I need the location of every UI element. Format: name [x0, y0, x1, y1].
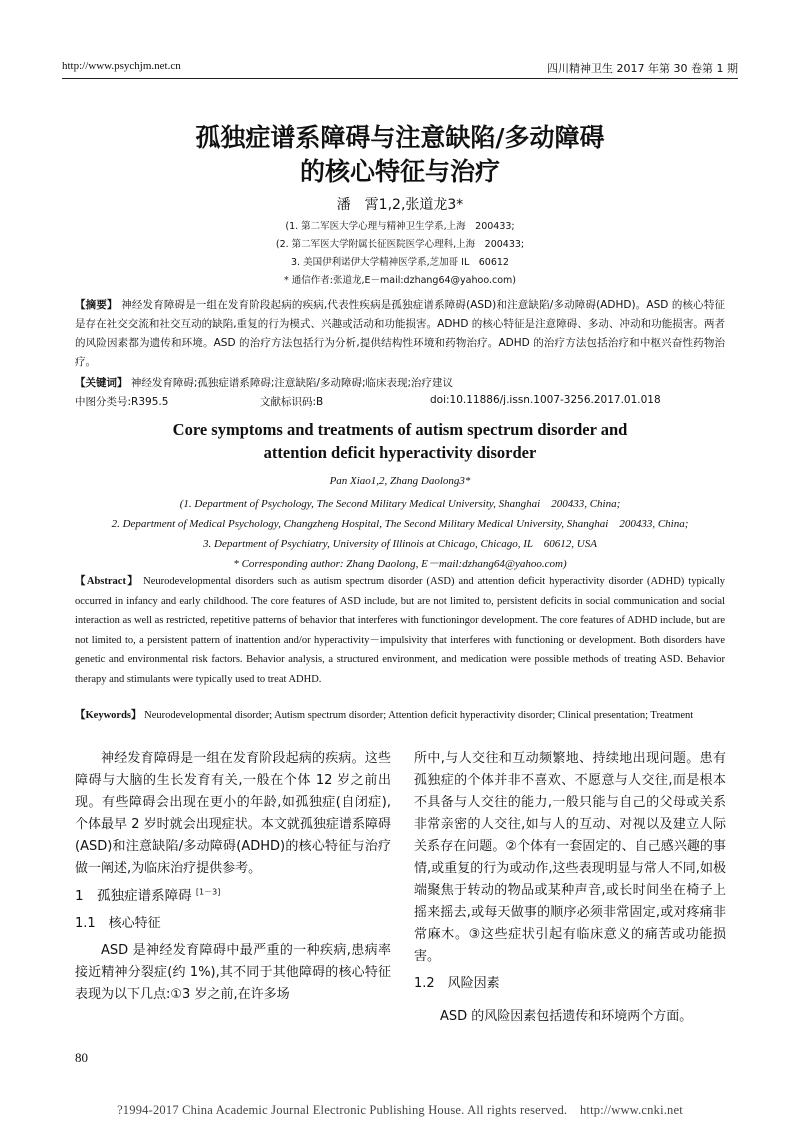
en-title-line1: Core symptoms and treatments of autism spectrum disorder and	[172, 420, 628, 439]
section-1-title: 1 孤独症谱系障碍	[75, 888, 192, 904]
section-1-1-heading: 1.1 核心特征	[75, 916, 161, 931]
en-abstract-label: 【Abstract】	[75, 576, 140, 587]
section-1-2-heading: 1.2 风险因素	[414, 976, 500, 991]
section-1-heading	[75, 884, 220, 904]
body-risk-text: ASD 的风险因素包括遗传和环境两个方面。	[440, 1009, 693, 1024]
copyright-footer: ?1994-2017 China Academic Journal Electronic Publishing House. All rights reserved. http://www.cnki.net	[117, 1103, 683, 1117]
cn-affiliation-2: (2. 第二军医大学附属长征医院医学心理科,上海 200433;	[275, 239, 525, 250]
cn-affiliation-1: (1. 第二军医大学心理与精神卫生学系,上海 200433;	[285, 221, 515, 232]
body-asd-core: ASD 是神经发育障碍中最严重的一种疾病,患病率接近精神分裂症(约 1%),其不同于其他障碍的核心特征表现为以下几点:①3 岁之前,在许多场	[75, 943, 391, 1002]
cn-authors: 潘 霄1,2,张道龙3*	[336, 197, 464, 213]
en-authors: Pan Xiao1,2, Zhang Daolong3*	[329, 475, 471, 487]
en-abstract-text: Neurodevelopmental disorders such as autism spectrum disorder (ASD) and attention deficit hyperactivity disorder (ADHD) typically occurred in infancy and early childhood. The core features of ASD include, but are not limited to, persistent deficits in social communication and social interaction as well as restricted, repetitive patterns of behavior that interferes with functioningor development. The core features of ADHD include, but are not limited to, a persistent pattern of inattention and/or hyperactivity－impulsivity that interferes with functioning or development. Both disorders have genetic and environmental risk factors. Behavior analysis, a structured environment, and medication were possible methods of treating ASD. Behavior therapy and stimulants were typically used to treat ADHD.	[75, 576, 726, 685]
en-keywords-label: 【Keywords】	[75, 710, 142, 721]
en-affiliation-2: 2. Department of Medical Psychology, Changzheng Hospital, The Second Military Medical University, Shanghai 200433, China;	[111, 518, 689, 530]
header-journal: 四川精神卫生 2017 年第 30 卷第 1 期	[547, 62, 738, 75]
en-affiliation-4: * Corresponding author: Zhang Daolong, E－mail:dzhang64@yahoo.com)	[233, 558, 567, 570]
cn-keywords-label: 【关键词】	[75, 377, 128, 389]
cn-title-line1: 孤独症谱系障碍与注意缺陷/多动障碍	[195, 123, 605, 152]
en-affiliation-3: 3. Department of Psychiatry, University of Illinois at Chicago, Chicago, IL 60612, USA	[203, 538, 597, 550]
cn-affiliation-4: * 通信作者:张道龙,E－mail:dzhang64@yahoo.com)	[284, 275, 516, 286]
body-right-text: 所中,与人交往和互动频繁地、持续地出现问题。患有孤独症的个体并非不喜欢、不愿意与人交往,而是根本不具备与人交往的能力,一般只能与自己的父母或关系非常亲密的人交往,如与人的互动、对视以及建立人际关系存在问题。②个体有一套固定的、自己感兴趣的事情,或重复的行为或动作,这些表现明显与常人不同,如极端聚焦于转动的物品或某种声音,或长时间坐在椅子上摇来摇去,或每天做事的顺序必须非常固定,或对疼痛非常麻木。③这些症状引起有临床意义的痛苦或功能损害。	[414, 751, 726, 964]
cn-abstract-text: 神经发育障碍是一组在发育阶段起病的疾病,代表性疾病是孤独症谱系障碍(ASD)和注意缺陷/多动障碍(ADHD)。ASD 的核心特征是存在社交交流和社交互动的缺陷,重复的行为模式、兴趣或活动和功能损害。ADHD 的核心特征是注意障碍、多动、冲动和功能损害。两者的风险因素都为遗传和环境。ASD 的治疗方法包括行为分析,提供结构性环境和药物治疗。ADHD 的治疗方法包括治疗和中枢兴奋性药物治疗。	[75, 299, 726, 368]
document-code: 文献标识码:B	[260, 396, 324, 408]
en-title-line2: attention deficit hyperactivity disorder	[263, 443, 537, 462]
cn-keywords-text: 神经发育障碍;孤独症谱系障碍;注意缺陷/多动障碍;临床表现;治疗建议	[130, 377, 454, 389]
cn-title-line2: 的核心特征与治疗	[299, 157, 500, 186]
en-keywords	[75, 706, 725, 726]
header-rule	[62, 78, 738, 79]
en-keywords-text: Neurodevelopmental disorder; Autism spectrum disorder; Attention deficit hyperactivity disorder; Clinical presentation; Treatment	[144, 710, 694, 721]
cn-affiliation-3: 3. 美国伊利诺伊大学精神医学系,芝加哥 IL 60612	[291, 257, 509, 268]
doi: doi:10.11886/j.issn.1007-3256.2017.01.018	[430, 394, 661, 406]
cn-keywords	[75, 374, 725, 393]
clc-number: 中图分类号:R395.5	[75, 396, 169, 408]
cn-abstract-label: 【摘要】	[75, 299, 118, 311]
en-abstract	[75, 572, 725, 689]
cn-abstract	[75, 296, 725, 372]
page-number: 80	[75, 1050, 88, 1065]
en-affiliation-1: (1. Department of Psychology, The Second Military Medical University, Shanghai 200433, China;	[179, 498, 621, 510]
header-url: http://www.psychjm.net.cn	[62, 60, 181, 72]
body-intro: 神经发育障碍是一组在发育阶段起病的疾病。这些障碍与大脑的生长发育有关,一般在个体 12 岁之前出现。有些障碍会出现在更小的年龄,如孤独症(自闭症),个体最早 2 岁时就会出现症状。本文就孤独症谱系障碍(ASD)和注意缺陷/多动障碍(ADHD)的核心特征与治疗做一阐述,为临床治疗提供参考。	[75, 751, 391, 876]
section-1-ref: [1－3]	[195, 887, 221, 897]
